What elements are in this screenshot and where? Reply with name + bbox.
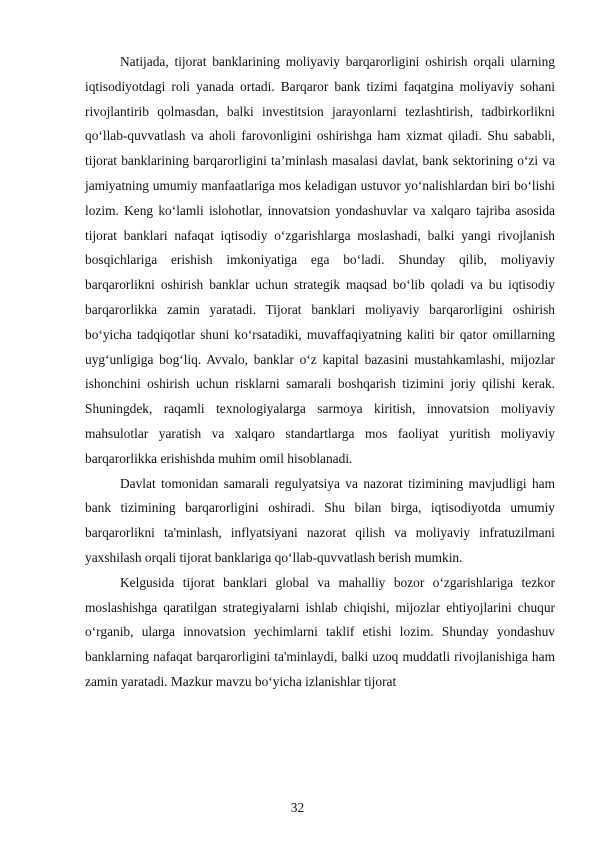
paragraph-1: Natijada, tijorat banklarining moliyaviy barqarorligini oshirish orqali ularning iqtisodiyotdagi roli yanada ortadi. Barqaror bank tizimi faqatgina moliyaviy sohani rivojlantirib qolmasdan, balki investitsion jarayonlarni tezlashtirish, tadbirkorlikni qo‘llab-quvvatlash va aholi farovonligini oshirishga ham xizmat qiladi. Shu sababli, tijorat banklarining barqarorligini ta’minlash masalasi davlat, bank sektorining o‘zi va jamiyatning umumiy manfaatlariga mos keladigan ustuvor yo‘nalishlardan biri bo‘lishi lozim. Keng ko‘lamli islohotlar, innovatsion yondashuvlar va xalqaro tajriba asosida tijorat banklari nafaqat iqtisodiy o‘zgarishlarga moslashadi, balki yangi rivojlanish bosqichlariga erishish imkoniyatiga ega bo‘ladi. Shunday qilib, moliyaviy barqarorlikni oshirish banklar uchun strategik maqsad bo‘lib qoladi va bu iqtisodiy barqarorlikka zamin yaratadi. Tijorat banklari moliyaviy barqarorligini oshirish bo‘yicha tadqiqotlar shuni ko‘rsatadiki, muvaffaqiyatning kaliti bir qator omillarning uyg‘unligiga bog‘liq. Avvalo, banklar o‘z kapital bazasini mustahkamlashi, mijozlar ishonchini oshirish uchun risklarni samarali boshqarish tizimini joriy qilishi kerak. Shuningdek, raqamli texnologiyalarga sarmoya kiritish, innovatsion moliyaviy mahsulotlar yaratish va xalqaro standartlarga mos faoliyat yuritish moliyaviy barqarorlikka erishishda muhim omil hisoblanadi. [85, 54, 555, 466]
paragraph-3: Kelgusida tijorat banklari global va mahalliy bozor o‘zgarishlariga tezkor moslashishga qaratilgan strategiyalarni ishlab chiqishi, mijozlar ehtiyojlarini chuqur o‘rganib, ularga innovatsion yechimlarni taklif etishi lozim. Shunday yondashuv banklarning nafaqat barqarorligini ta'minlaydi, balki uzoq muddatli rivojlanishiga ham zamin yaratadi. Mazkur mavzu bo‘yicha izlanishlar tijorat [85, 574, 555, 689]
document-body [85, 50, 555, 695]
paragraph-2: Davlat tomonidan samarali regulyatsiya va nazorat tizimining mavjudligi ham bank tizimining barqarorligini oshiradi. Shu bilan birga, iqtisodiyotda umumiy barqarorlikni ta'minlash, inflyatsiyani nazorat qilish va moliyaviy infratuzilmani yaxshilash orqali tijorat banklariga qo‘llab-quvvatlash berish mumkin. [85, 475, 555, 565]
page-number: 32 [290, 800, 305, 815]
